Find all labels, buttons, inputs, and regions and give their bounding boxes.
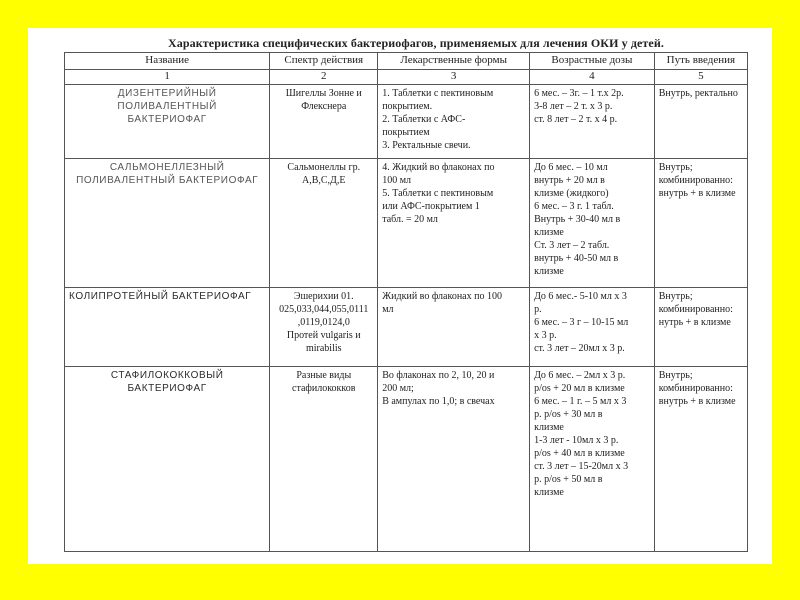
route-line: Внутрь, ректально [658, 87, 738, 99]
table-header-row [65, 53, 748, 70]
dose-cell [530, 84, 655, 158]
forms-cell [378, 158, 530, 287]
phage-name-line: ПОЛИВАЛЕНТНЫЙ БАКТЕРИОФАГ [76, 174, 259, 186]
spectrum-line: Флекснера [301, 100, 347, 112]
forms-line: покрытием. [382, 100, 433, 112]
route-line: комбинированно: [658, 303, 733, 315]
dose-line: ст. 3 лет – 20мл х 3 р. [534, 342, 625, 354]
dose-line: 6 мес. – 1 г. – 5 мл х 3 [534, 395, 627, 407]
phage-name-line: САЛЬМОНЕЛЛЕЗНЫЙ [109, 161, 225, 173]
column-header: Спектр действия [270, 53, 378, 70]
forms-line: 1. Таблетки с пектиновым [382, 87, 494, 99]
dose-line: внутрь + 40-50 мл в [534, 252, 619, 264]
dose-line: р. [534, 303, 542, 315]
document-page [28, 28, 772, 564]
phage-name-line: ДИЗЕНТЕРИЙНЫЙ [117, 87, 217, 99]
table-row [65, 158, 748, 287]
spectrum-cell [270, 287, 378, 366]
column-number: 5 [654, 69, 747, 84]
spectrum-line: Эшерихии 01. [293, 290, 354, 302]
dose-line: 6 мес. – 3 г. 1 табл. [534, 200, 614, 212]
phage-name-cell [65, 287, 270, 366]
dose-line: клизме [534, 421, 564, 433]
spectrum-line: Протей vulgaris и [286, 329, 361, 341]
route-line: нутрь + в клизме [658, 316, 731, 328]
dose-line: внутрь + 20 мл в [534, 174, 605, 186]
spectrum-cell [270, 158, 378, 287]
phage-name-line: КОЛИПРОТЕЙНЫЙ БАКТЕРИОФАГ [69, 290, 252, 302]
forms-cell [378, 366, 530, 551]
dose-line: Внутрь + 30-40 мл в [534, 213, 621, 225]
phage-name-cell [65, 84, 270, 158]
forms-line: 4. Жидкий во флаконах по [382, 161, 495, 173]
dose-line: Ст. 3 лет – 2 табл. [534, 239, 610, 251]
column-number: 2 [270, 69, 378, 84]
spectrum-cell [270, 366, 378, 551]
forms-line: 100 мл [382, 174, 412, 186]
forms-line: Во флаконах по 2, 10, 20 и [382, 369, 495, 381]
spectrum-line: Сальмонеллы гр. [287, 161, 361, 173]
route-line: Внутрь; [658, 290, 693, 302]
dose-line: 3-8 лет – 2 т. х 3 р. [534, 100, 613, 112]
dose-cell [530, 366, 655, 551]
forms-cell [378, 287, 530, 366]
phage-name-line: БАКТЕРИОФАГ [127, 113, 207, 125]
route-line: внутрь + в клизме [658, 395, 736, 407]
column-header: Возрастные дозы [530, 53, 655, 70]
forms-line: или АФС-покрытием 1 [382, 200, 480, 212]
dose-line: клизме (жидкого) [534, 187, 609, 199]
forms-line: 5. Таблетки с пектиновым [382, 187, 494, 199]
spectrum-line: mirabilis [305, 342, 342, 354]
forms-line: 200 мл; [382, 382, 414, 394]
route-line: внутрь + в клизме [658, 187, 736, 199]
column-header: Лекарственные формы [378, 53, 530, 70]
route-line: Внутрь; [658, 369, 693, 381]
column-number: 4 [530, 69, 655, 84]
forms-line: Жидкий во флаконах по 100 [382, 290, 502, 302]
dose-line: клизме [534, 265, 564, 277]
dose-line: р/os + 20 мл в клизме [534, 382, 625, 394]
table-row [65, 287, 748, 366]
table-row [65, 366, 748, 551]
dose-line: 6 мес. – 3 г – 10-15 мл [534, 316, 629, 328]
dose-line: 1-3 лет - 10мл х 3 р. [534, 434, 619, 446]
forms-line: 2. Таблетки с АФС- [382, 113, 466, 125]
phage-name-line: БАКТЕРИОФАГ [127, 382, 207, 394]
dose-line: До 6 мес.- 5-10 мл х 3 [534, 290, 627, 302]
forms-line: 3. Ректальные свечи. [382, 139, 471, 151]
route-line: Внутрь; [658, 161, 693, 173]
dose-line: клизме [534, 486, 564, 498]
spectrum-line: стафилококков [292, 382, 356, 394]
dose-line: До 6 мес. – 10 мл [534, 161, 608, 173]
phage-name-line: СТАФИЛОКОККОВЫЙ [110, 369, 224, 381]
spectrum-line: ,0119,0124,0 [297, 316, 350, 328]
document-title: Характеристика специфических бактериофагов, применяемых для лечения ОКИ у детей. [168, 36, 664, 50]
table-row [65, 84, 748, 158]
column-header: Название [65, 53, 270, 70]
spectrum-line: Разные виды [296, 369, 352, 381]
dose-line: клизме [534, 226, 564, 238]
dose-line: р/os + 40 мл в клизме [534, 447, 625, 459]
phage-name-line: ПОЛИВАЛЕНТНЫЙ [117, 100, 217, 112]
forms-cell [378, 84, 530, 158]
spectrum-line: А,В,С,Д,Е [302, 174, 346, 186]
forms-line: покрытием [382, 126, 430, 138]
route-cell [654, 287, 747, 366]
route-cell [654, 366, 747, 551]
route-line: комбинированно: [658, 382, 733, 394]
column-number: 1 [65, 69, 270, 84]
spectrum-line: Шигеллы Зонне и [285, 87, 362, 99]
dose-line: р. р/os + 50 мл в [534, 473, 603, 485]
route-cell [654, 158, 747, 287]
phage-name-cell [65, 158, 270, 287]
dose-line: х 3 р. [534, 329, 557, 341]
phage-name-cell [65, 366, 270, 551]
column-header: Путь введения [654, 53, 747, 70]
spectrum-cell [270, 84, 378, 158]
route-line: комбинированно: [658, 174, 733, 186]
spectrum-line: 025,033,044,055,0111 [279, 303, 369, 315]
dose-line: 6 мес. – 3г. – 1 т.х 2р. [534, 87, 624, 99]
dose-cell [530, 158, 655, 287]
bacteriophage-table [64, 52, 748, 552]
forms-line: мл [382, 303, 394, 315]
dose-line: ст. 3 лет – 15-20мл х 3 [534, 460, 629, 472]
dose-cell [530, 287, 655, 366]
forms-line: табл. = 20 мл [382, 213, 438, 225]
column-number-row [65, 69, 748, 84]
column-number: 3 [378, 69, 530, 84]
dose-line: р. р/os + 30 мл в [534, 408, 603, 420]
route-cell [654, 84, 747, 158]
dose-line: ст. 8 лет – 2 т. х 4 р. [534, 113, 618, 125]
dose-line: До 6 мес. – 2мл х 3 р. [534, 369, 626, 381]
forms-line: В ампулах по 1,0; в свечах [382, 395, 495, 407]
